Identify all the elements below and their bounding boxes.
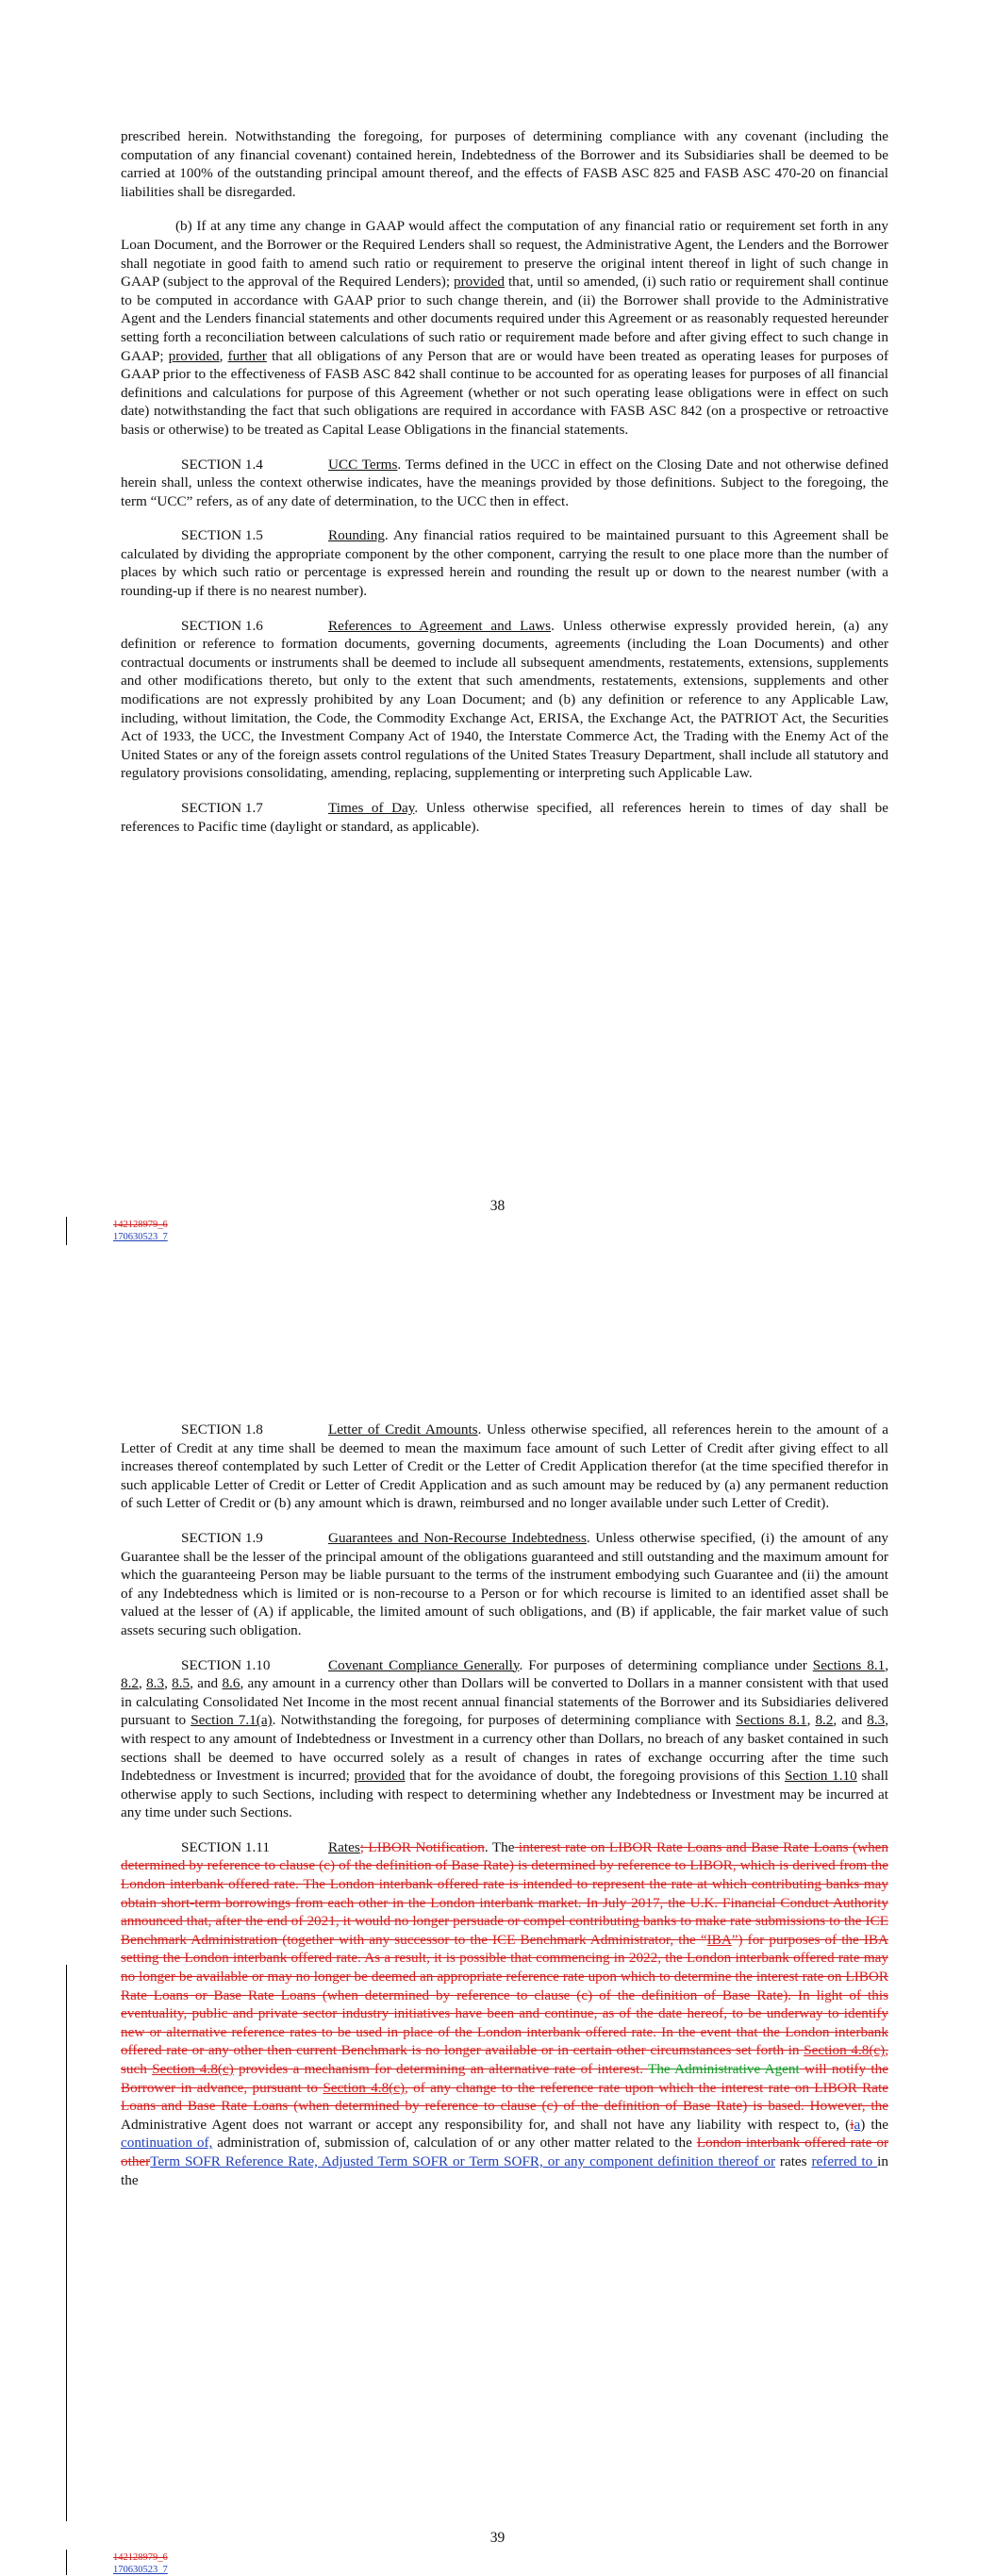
- paragraph-intro: prescribed herein. Notwithstanding the foregoing, for purposes of determining compliance with any covenant (including the computation of any financial covenant) contained herein, Indebtedness of the Borrower and its Subsidiaries shall be deemed to be carried at 100% of the outstanding principal amount thereof, and the effects of FASB ASC 825 and FASB ASC 470-20 on financial liabilities shall be disregarded.: [121, 128, 888, 200]
- section-title: Guarantees and Non-Recourse Indebtedness: [328, 1529, 587, 1546]
- document-id-old: 142128979_6: [113, 2552, 168, 2563]
- provided-term: provided: [168, 347, 220, 364]
- section-number: SECTION 1.8: [181, 1421, 263, 1438]
- deleted-text: , of any change to the reference rate upon which the interest rate on LIBOR Rate Loans and Base Rate Loans (when determined by reference to clause (c) of the definition of Base Rate) is based. However, the: [121, 2079, 889, 2115]
- document-id-old: 142128979_6: [113, 1220, 168, 1230]
- section-ref: 8.3: [146, 1675, 165, 1692]
- section-1-10: SECTION 1.10 Covenant Compliance Generally. For purposes of determining compliance under Sections 8.1, 8.2, 8.3, 8.5, and 8.6, any amount in a currency other than Dollars will be converted to Dollars in a manner consistent with that used in calculating Consolidated Net Income in the most recent annual financial statements of the Borrower and its Subsidiaries delivered pursuant to Section 7.1(a). Notwithstanding the foregoing, for purposes of determining compliance with Sections 8.1, 8.2, and 8.3, with respect to any amount of Indebtedness or Investment in a currency other than Dollars, no breach of any basket contained in such sections shall be deemed to have occurred solely as a result of changes in rates of exchange occurring after the time such Indebtedness or Investment is incurred; provided that for the avoidance of doubt, the foregoing provisions of this Section 1.10 shall otherwise apply to such Sections, including with respect to determining whether any Indebtedness or Investment may be incurred at any time under such Sections.: [121, 1656, 889, 1821]
- section-number: SECTION 1.5: [181, 527, 263, 544]
- section-ref: 8.3: [867, 1712, 886, 1729]
- page-39-body: [121, 1421, 888, 2205]
- inserted-text: a: [854, 2116, 861, 2133]
- section-1-6: SECTION 1.6 References to Agreement and Laws. Unless otherwise expressly provided herein, (a) any definition or reference to formation documents, governing documents, agreements (including the Loan Documents) and other contractual documents or instruments shall be deemed to include all subsequent amendments, restatements, extensions, supplements and other modifications thereto, but only to the extent that such amendments, restatements, extensions, supplements and other modifications are not expressly prohibited by any Loan Document; and (b) any definition or reference to any Applicable Law, including, without limitation, the Code, the Commodity Exchange Act, ERISA, the Exchange Act, the PATRIOT Act, the Securities Act of 1933, the UCC, the Investment Company Act of 1940, the Interstate Commerce Act, the Trading with the Enemy Act of the United States or any of the foreign assets control regulations of the United States Treasury Department, shall include all statutory and regulatory provisions consolidating, amending, replacing, supplementing or interpreting such Applicable Law.: [121, 617, 888, 782]
- section-1-9: SECTION 1.9 Guarantees and Non-Recourse Indebtedness. Unless otherwise specified, (i) the amount of any Guarantee shall be the lesser of the principal amount of the obligations guaranteed and still outstanding and the maximum amount for which the guaranteeing Person may be liable pursuant to the terms of the instrument embodying such Guarantee and (ii) the amount of any Indebtedness which is limited or is non-recourse to a Person or for which recourse is limited to an identified asset shall be valued at the lesser of (A) if applicable, the limited amount of such obligations, and (B) if applicable, the fair market value of such assets securing such obligation.: [121, 1529, 889, 1638]
- section-1-4: SECTION 1.4 UCC Terms. Terms defined in the UCC in effect on the Closing Date and not otherwise defined herein shall, unless the context otherwise indicates, have the meanings provided by those definitions. Subject to the foregoing, the term “UCC” refers, as of any date of determination, to the UCC then in effect.: [121, 456, 888, 509]
- deleted-text: Section 4.8(c): [323, 2079, 406, 2096]
- page-number: 39: [489, 2530, 506, 2546]
- provided-term: provided: [354, 1768, 406, 1785]
- section-title: Times of Day: [328, 800, 415, 816]
- section-number: SECTION 1.6: [181, 617, 263, 634]
- deleted-text: IBA: [706, 1931, 732, 1948]
- page-38: [0, 0, 995, 1245]
- section-ref: 8.2: [121, 1675, 139, 1692]
- page-number: 38: [489, 1198, 506, 1214]
- deleted-text: ”) for purposes of the IBA setting the London interbank offered rate. As a result, it is possible that commencing in 2022, the London interbank offered rate may no longer be available or may no longer be deemed an appropriate reference rate upon which to determine the interest rate on LIBOR Rate Loans or Base Rate Loans (when determined by reference to clause (c) of the definition of Base Rate). In light of this eventuality, public and private sector industry initiatives have been and continue, as of the date hereof, to be underway to identify new or alternative reference rates to be used in place of the London interbank offered rate. In the event that the London interbank offered rate or any other then current Benchmark is no longer available or in certain other circumstances set forth in: [121, 1931, 888, 2059]
- section-title: Rates: [328, 1838, 360, 1855]
- further-term: further: [227, 347, 267, 364]
- deleted-text: will notify the Borrower in advance, pursuant to: [121, 2061, 888, 2096]
- section-title: Letter of Credit Amounts: [328, 1421, 478, 1438]
- provided-term: provided: [454, 274, 505, 291]
- document-id: [113, 2551, 168, 2576]
- section-1-5: SECTION 1.5 Rounding. Any financial ratios required to be maintained pursuant to this Agreement shall be calculated by dividing the appropriate component by the other component, carrying the result to one place more than the number of places by which such ratio or percentage is expressed herein and rounding the result up or down to the nearest number (with a rounding-up if there is no nearest number).: [121, 527, 888, 600]
- paragraph-b: (b) If at any time any change in GAAP would affect the computation of any financial ratio or requirement set forth in any Loan Document, and the Borrower or the Required Lenders shall so request, the Administrative Agent, the Lenders and the Borrower shall negotiate in good faith to amend such ratio or requirement to preserve the original intent thereof in light of such change in GAAP (subject to the approval of the Required Lenders); provided that, until so amended, (i) such ratio or requirement shall continue to be computed in accordance with GAAP prior to such change therein, and (ii) the Borrower shall provide to the Administrative Agent and the Lenders financial statements and other documents required under this Agreement or as reasonably requested hereunder setting forth a reconciliation between calculations of such ratio or requirement made before and after giving effect to such change in GAAP; provided, further that all obligations of any Person that are or would have been treated as operating leases for purposes of GAAP prior to the effectiveness of FASB ASC 842 shall continue to be accounted for as operating leases for purposes of all financial definitions and calculations for purpose of this Agreement (whether or not such operating lease obligations were in effect on such date) notwithstanding the fact that such obligations are required in accordance with FASB ASC 842 (on a prospective or retroactive basis or otherwise) to be treated as Capital Lease Obligations in the financial statements.: [121, 218, 889, 438]
- section-number: SECTION 1.7: [181, 800, 263, 816]
- inserted-text: referred to: [811, 2152, 878, 2169]
- section-ref: Section 1.10: [784, 1768, 857, 1785]
- section-title: Covenant Compliance Generally: [328, 1656, 520, 1673]
- document-id-new: 170630523_7: [113, 2565, 168, 2575]
- section-number: SECTION 1.9: [181, 1529, 263, 1546]
- deleted-text: London interbank offered rate or other: [121, 2135, 888, 2169]
- section-ref: Sections 8.1: [812, 1656, 886, 1673]
- section-title: Rounding: [328, 527, 385, 544]
- deleted-text: Section 4.8(c): [804, 2042, 886, 2059]
- change-bar: [66, 1217, 67, 1245]
- deleted-text: Section 4.8(c): [152, 2061, 234, 2077]
- page-38-body: [121, 127, 888, 852]
- section-title: References to Agreement and Laws: [328, 617, 552, 634]
- deleted-text: interest rate on LIBOR Rate Loans and Base Rate Loans (when determined by reference to clause (c) of the definition of Base Rate) is determined by reference to LIBOR, which is derived from the London interbank offered rate. The London interbank offered rate is intended to represent the rate at which contributing banks may obtain short-term borrowings from each other in the London interbank market. In July 2017, the U.K. Financial Conduct Authority announced that, after the end of 2021, it would no longer persuade or compel contributing banks to make rate submissions to the ICE Benchmark Administration (together with any successor to the ICE Benchmark Administrator, the “: [121, 1838, 888, 1948]
- section-number: SECTION 1.10: [181, 1656, 271, 1673]
- moved-text: The Administrative Agent: [648, 2061, 800, 2077]
- page-39: [0, 1245, 995, 2575]
- change-bar: [66, 2550, 67, 2575]
- section-ref: 8.6: [222, 1675, 240, 1692]
- section-ref: 8.5: [172, 1675, 191, 1692]
- deleted-text: , such: [121, 2042, 888, 2077]
- section-1-8: SECTION 1.8 Letter of Credit Amounts. Unless otherwise specified, all references herein to the amount of a Letter of Credit at any time shall be deemed to mean the maximum face amount of such Letter of Credit after giving effect to all increases thereof contemplated by such Letter of Credit or the Letter of Credit Application therefor (at the time specified therefor in such applicable Letter of Credit or Letter of Credit Application and as such amount may be reduced by (a) any permanent reduction of such Letter of Credit or (b) any amount which is drawn, reimbursed and no longer available under such Letter of Credit).: [121, 1421, 888, 1512]
- document-id: [113, 1219, 168, 1243]
- deleted-text: provides a mechanism for determining an alternative rate of interest.: [233, 2061, 649, 2077]
- section-1-7: SECTION 1.7 Times of Day. Unless otherwise specified, all references herein to times of day shall be references to Pacific time (daylight or standard, as applicable).: [121, 800, 888, 835]
- inserted-text: continuation of,: [121, 2135, 213, 2152]
- section-number: SECTION 1.4: [181, 456, 263, 473]
- document-id-new: 170630523_7: [113, 1232, 168, 1242]
- section-ref: Section 7.1(a): [191, 1712, 273, 1729]
- deleted-text: ; LIBOR Notification: [359, 1838, 485, 1855]
- section-number: SECTION 1.11: [181, 1838, 270, 1855]
- section-ref: Sections 8.1: [736, 1712, 807, 1729]
- deleted-text: i: [850, 2116, 854, 2133]
- section-ref: 8.2: [815, 1712, 834, 1729]
- inserted-text: Term SOFR Reference Rate, Adjusted Term SOFR or Term SOFR, or any component definition thereof or: [150, 2152, 776, 2169]
- section-1-11: SECTION 1.11 Rates; LIBOR Notification. The interest rate on LIBOR Rate Loans and Base Rate Loans (when determined by reference to clause (c) of the definition of Base Rate) is determined by reference to LIBOR, which is derived from the London interbank offered rate. The London interbank offered rate is intended to represent the rate at which contributing banks may obtain short-term borrowings from each other in the London interbank market. In July 2017, the U.K. Financial Conduct Authority announced that, after the end of 2021, it would no longer persuade or compel contributing banks to make rate submissions to the ICE Benchmark Administration (together with any successor to the ICE Benchmark Administrator, the “IBA”) for purposes of the IBA setting the London interbank offered rate. As a result, it is possible that commencing in 2022, the London interbank offered rate may no longer be available or may no longer be deemed an appropriate reference rate upon which to determine the interest rate on LIBOR Rate Loans or Base Rate Loans (when determined by reference to clause (c) of the definition of Base Rate). In light of this eventuality, public and private sector industry initiatives have been and continue, as of the date hereof, to be underway to identify new or alternative reference rates to be used in place of the London interbank offered rate. In the event that the London interbank offered rate or any other then current Benchmark is no longer available or in certain other circumstances set forth in Section 4.8(c), such Section 4.8(c) provides a mechanism for determining an alternative rate of interest. The Administrative Agent will notify the Borrower in advance, pursuant to Section 4.8(c), of any change to the reference rate upon which the interest rate on LIBOR Rate Loans and Base Rate Loans (when determined by reference to clause (c) of the definition of Base Rate) is based. However, the Administrative Agent does not warrant or accept any responsibility for, and shall not have any liability with respect to, (ia) the continuation of, administration of, submission of, calculation of or any other matter related to the London interbank offered rate or otherTerm SOFR Reference Rate, Adjusted Term SOFR or Term SOFR, or any component definition thereof or rates referred to in the: [121, 1838, 889, 2188]
- section-title: UCC Terms: [328, 456, 398, 473]
- change-bar: [66, 1965, 67, 2521]
